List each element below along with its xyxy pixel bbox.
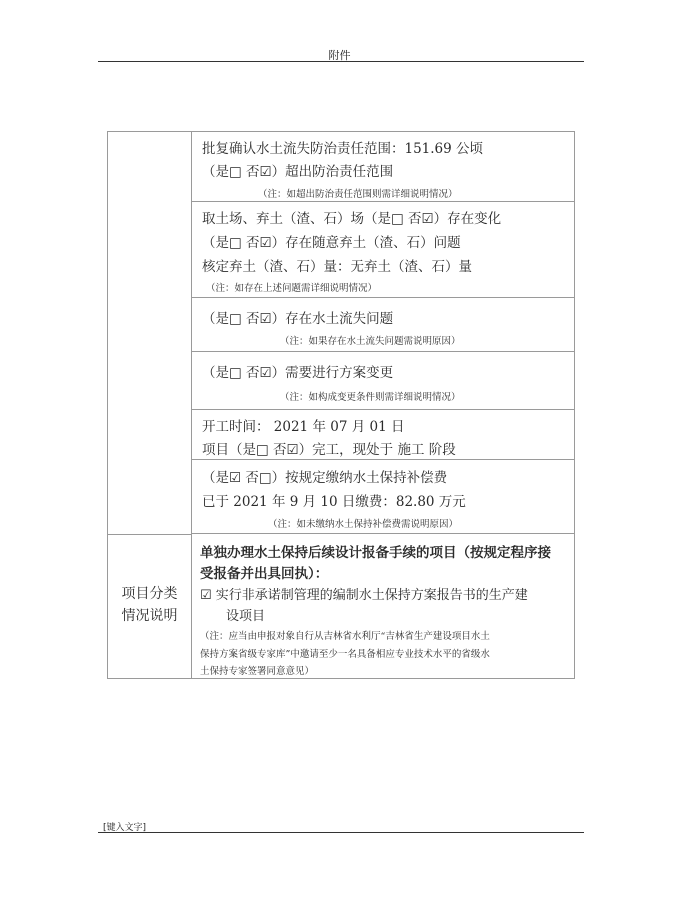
row-line: 批复确认水土流失防治责任范围：151.69 公顷: [202, 141, 484, 157]
classification-note-line2: 保持方案省级专家库”中邀请至少一名具备相应专业技术水平的省级水: [200, 649, 490, 660]
classification-heading-line1: 单独办理水土保持后续设计报备手续的项目（按规定程序接: [200, 545, 551, 561]
row-note: （注：如构成变更条件则需详细说明情况）: [280, 392, 461, 403]
classification-label: [108, 583, 191, 627]
row-classification: [192, 534, 574, 678]
row-line: 取土场、弃土（渣、石）场（是□ 否☑）存在变化: [202, 211, 502, 227]
row-note: （注：如存在上述问题需详细说明情况）: [206, 283, 378, 294]
row-line: （是□ 否☑）超出防治责任范围: [202, 164, 394, 180]
row-line: 核定弃土（渣、石）量：无弃土（渣、石）量: [202, 259, 472, 275]
classification-item-line1: ☑ 实行非承诺制管理的编制水土保持方案报告书的生产建: [200, 588, 528, 603]
classification-item-line2: 设项目: [226, 609, 266, 624]
row-responsibility-scope: [192, 132, 574, 202]
row-construction-status: [192, 410, 574, 460]
row-line: （是□ 否☑）存在水土流失问题: [202, 311, 394, 327]
classification-note-line3: 土保持专家签署同意意见）: [200, 666, 315, 677]
row-compensation-fee: [192, 460, 574, 534]
footer-rule: [98, 832, 584, 833]
row-line: （是□ 否☑）需要进行方案变更: [202, 365, 394, 381]
form-table: [107, 131, 575, 679]
label-column-divider: [108, 534, 191, 535]
row-note: （注：如果存在水土流失问题需说明原因）: [280, 336, 461, 347]
row-line: 项目（是□ 否☑）完工，现处于 施工 阶段: [202, 442, 456, 458]
classification-note-line1: （注：应当由申报对象自行从吉林省水利厅“吉林省生产建设项目水土: [200, 631, 490, 642]
label-column: [108, 132, 192, 678]
footer-placeholder-text: [键入文字]: [103, 823, 147, 833]
row-note: （注：如未缴纳水土保持补偿费需说明原因）: [268, 519, 459, 530]
header-rule: [98, 61, 584, 62]
classification-heading-line2: 受报备并出具回执）：: [200, 566, 329, 582]
row-plan-change: [192, 352, 574, 410]
row-erosion-issue: [192, 298, 574, 352]
page-header-title: 附件: [328, 49, 351, 62]
row-line: 已于 2021 年 9 月 10 日缴费：82.80 万元: [202, 494, 466, 510]
row-spoil-site: [192, 202, 574, 298]
row-note: （注：如超出防治责任范围则需详细说明情况）: [258, 189, 458, 200]
row-line: （是☑ 否□）按规定缴纳水土保持补偿费: [202, 470, 448, 486]
classification-label-line1: 项目分类: [121, 586, 178, 602]
classification-label-line2: 情况说明: [121, 608, 178, 624]
row-line: （是□ 否☑）存在随意弃土（渣、石）问题: [202, 235, 461, 251]
row-line: 开工时间： 2021 年 07 月 01 日: [202, 419, 405, 435]
